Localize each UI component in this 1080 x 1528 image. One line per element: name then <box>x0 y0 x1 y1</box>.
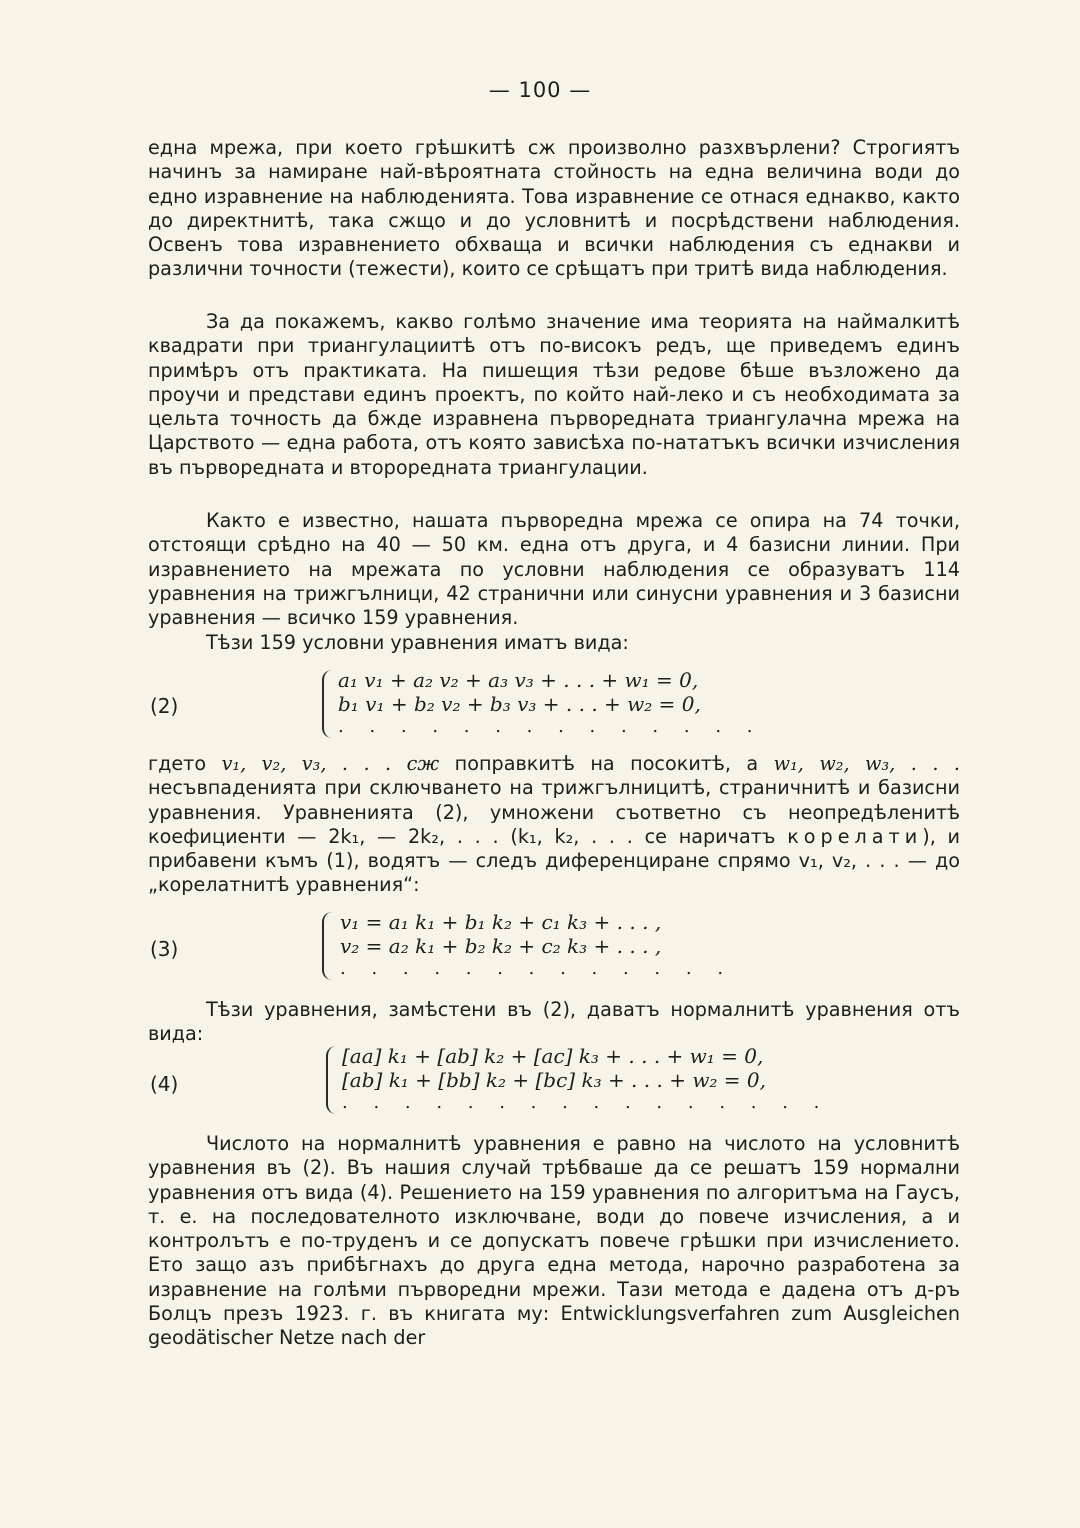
equation-2-brace <box>322 670 334 738</box>
equation-3-line-2: v₂ = a₂ k₁ + b₂ k₂ + c₂ k₃ + . . . , <box>340 934 662 958</box>
equation-4-label: (4) <box>150 1072 179 1096</box>
paragraph-1: една мрежа, при което грѣшкитѣ сж произволно разхвърлени? Строгиятъ начинъ за намиране най-вѣроятната стойность на една величина води до едно изравнение на наблюденията. Това изравнение се отнася еднакво, както до директнитѣ, така сжщо и до условнитѣ и посрѣдствени наблюдения. Освенъ това изравнението обхваща и всички наблюдения съ еднакви и различни точности (тежести), които се срѣщатъ при тритѣ вида наблюдения. <box>148 136 960 281</box>
equation-3-brace <box>322 912 334 980</box>
paragraph-5-korelati: корелати <box>787 824 923 848</box>
paragraph-5-v-list: v₁, v₂, v₃, . . . сж <box>221 752 440 775</box>
paragraph-5-text-c: поправкитѣ на посокитѣ, а <box>439 752 774 775</box>
paragraph-7: Числото на нормалнитѣ уравнения е равно на числото на условнитѣ уравнения въ (2). Въ нашия случай трѣбваше да се решатъ 159 нормални уравнения отъ вида (4). Решението на 159 уравнения по алгоритъма на Гаусъ, т. е. на последователното изключване, води до повече изчисления, а и контролътъ е по-труденъ и се допускатъ повече грѣшки при изчислението. Ето защо азъ прибѣгнахъ до друга една метода, нарочно разработена за изравнение на голѣми първоредни мрежи. Тази метода е дадена отъ д-ръ Болцъ презъ 1923. г. въ книгата му: Entwicklungsverfahren zum Ausgleichen geodätischer Netze nach der <box>148 1132 960 1350</box>
equation-3-line-1: v₁ = a₁ k₁ + b₁ k₂ + c₁ k₃ + . . . , <box>340 910 662 934</box>
equation-3-label: (3) <box>150 937 179 961</box>
equation-4-brace <box>326 1046 338 1114</box>
paragraph-6: Тѣзи уравнения, замѣстени въ (2), даватъ нормалнитѣ уравнения отъ вида: <box>148 998 960 1046</box>
paragraph-5-text-a: гдето <box>148 752 222 775</box>
page-number: — 100 — <box>488 78 592 102</box>
paragraph-4: Тѣзи 159 условни уравнения иматъ вида: <box>206 631 629 654</box>
equation-4-line-2: [ab] k₁ + [bb] k₂ + [bc] k₃ + . . . + w₂ = 0, <box>342 1068 767 1092</box>
paragraph-2: За да покажемъ, какво голѣмо значение има теорията на наймалкитѣ квадрати при триангулациитѣ отъ по-високъ редъ, ще приведемъ единъ примѣръ отъ практиката. На пишещия тѣзи редове бѣше възложено да проучи и представи единъ проектъ, по който най-леко и съ необходимата за цельта точность да бжде изравнена първоредната триангулачна мрежа на Царството — една работа, отъ която зависѣха по-нататъкъ всички изчисления въ първоредната и второредната триангулации. <box>148 310 960 479</box>
paragraph-5-text-g: ), и прибавени къмъ (1), водятъ — следъ диференциране спрямо v₁, v₂, . . . — до „корелатнитѣ уравнения“: <box>148 824 960 897</box>
paragraph-5 <box>148 752 960 898</box>
paragraph-5-text-e: несъвпаденията при сключването на трижгълницитѣ, страничнитѣ и базисни уравнения. Уравненията (2), умножени съответно съ неопредѣленитѣ коефициенти — 2k₁, — 2k₂, . . . (k₁, k₂, . . . се наричатъ <box>148 776 960 848</box>
equation-2-line-1: a₁ v₁ + a₂ v₂ + a₃ v₃ + . . . + w₁ = 0, <box>338 668 699 692</box>
equation-2-line-2: b₁ v₁ + b₂ v₂ + b₃ v₃ + . . . + w₂ = 0, <box>338 692 701 716</box>
paragraph-3: Както е известно, нашата първоредна мрежа се опира на 74 точки, отстоящи срѣдно на 40 — 50 км. една отъ друга, и 4 базисни линии. При изравнението на мрежата по условни наблюдения се образуватъ 114 уравнения на трижгълници, 42 странични или синусни уравнения и 3 базисни уравнения — всичко 159 уравнения. <box>148 509 960 630</box>
equation-4-dots: . . . . . . . . . . . . . . . . <box>342 1092 830 1113</box>
equation-4-line-1: [aa] k₁ + [ab] k₂ + [ac] k₃ + . . . + w₁ = 0, <box>342 1044 764 1068</box>
equation-2-dots: . . . . . . . . . . . . . . <box>338 716 763 737</box>
equation-3-dots: . . . . . . . . . . . . . <box>340 958 734 979</box>
equation-2-label: (2) <box>150 694 179 718</box>
paragraph-5-w-list: w₁, w₂, w₃, . . . <box>773 752 961 775</box>
